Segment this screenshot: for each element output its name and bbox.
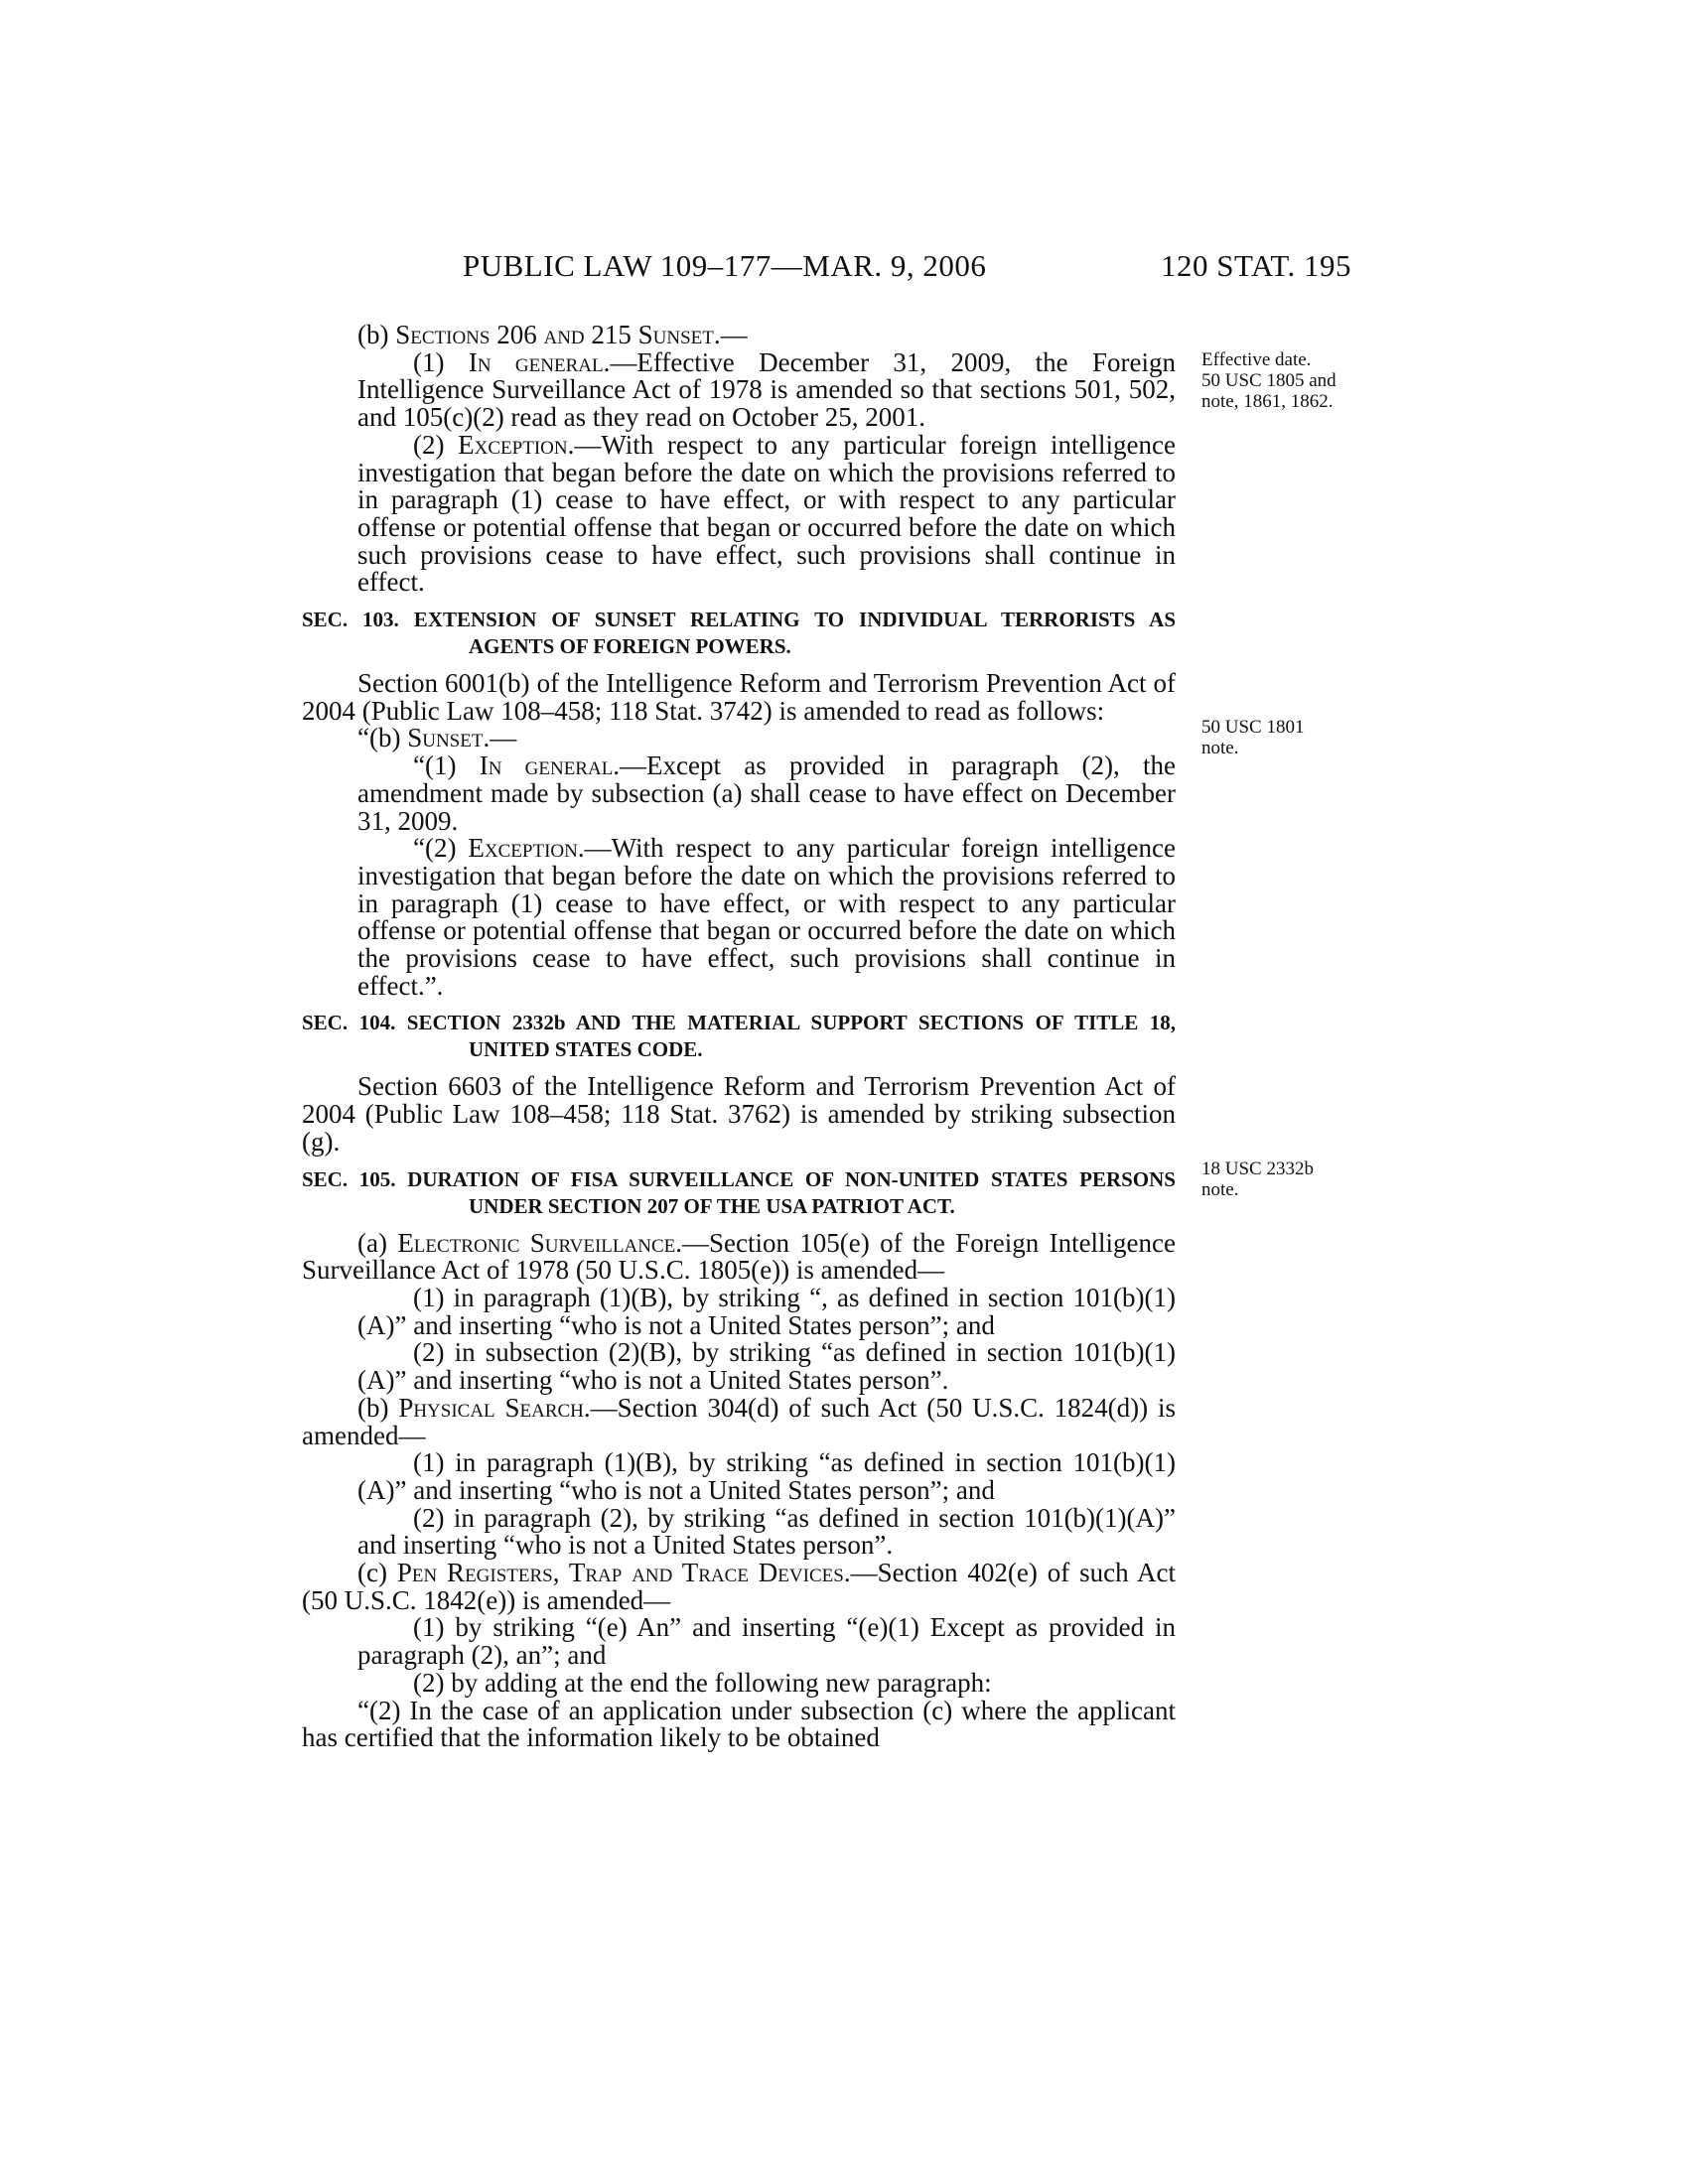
subsection-c-paragraph-1: (1) by striking “(e) An” and inserting “(e)(1) Except as provided in paragraph (2), an”; and bbox=[357, 1612, 1176, 1671]
section-103-intro: Section 6001(b) of the Intelligence Reform and Terrorism Prevention Act of 2004 (Public Law 108–458; 118 Stat. 3742) is amended to read as follows: bbox=[302, 668, 1176, 726]
margin-note-18-usc-2332b bbox=[1201, 1159, 1314, 1200]
subsection-b-physical-search: (b) Physical Search.—Section 304(d) of such Act (50 U.S.C. 1824(d)) is amended— bbox=[302, 1392, 1176, 1450]
margin-note-line: 18 USC 2332b bbox=[1201, 1159, 1314, 1179]
margin-note-50-usc-1801 bbox=[1201, 717, 1304, 758]
section-105-heading: SEC. 105. DURATION OF FISA SURVEILLANCE OF NON-UNITED STATES PERSONS UNDER SECTION 207 OF THE USA PATRIOT ACT. bbox=[302, 1166, 1176, 1218]
subsection-b-paragraph-2: (2) in paragraph (2), by striking “as defined in section 101(b)(1)(A)” and inserting “who is not a United States person”. bbox=[357, 1502, 1176, 1561]
section-103-heading: SEC. 103. EXTENSION OF SUNSET RELATING TO INDIVIDUAL TERRORISTS AS AGENTS OF FOREIGN POWERS. bbox=[302, 608, 1176, 659]
margin-note-effective-date bbox=[1201, 349, 1336, 412]
margin-note-line: Effective date. bbox=[1201, 349, 1312, 370]
margin-note-line: note. bbox=[1201, 1179, 1239, 1200]
section-104-text: Section 6603 of the Intelligence Reform and Terrorism Prevention Act of 2004 (Public Law 108–458; 118 Stat. 3762) is amended by striking subsection (g). bbox=[302, 1071, 1176, 1157]
subsection-b-paragraph-1: (1) in paragraph (1)(B), by striking “as defined in section 101(b)(1)(A)” and inserting “who is not a United States person”; and bbox=[357, 1447, 1176, 1505]
subsection-c-paragraph-2: (2) by adding at the end the following new paragraph: bbox=[413, 1667, 992, 1698]
margin-note-line: 50 USC 1805 and bbox=[1201, 370, 1336, 391]
quoted-paragraph-1: “(1) In general.—Except as provided in paragraph (2), the amendment made by subsection (a) shall cease to have effect on December 31, 2009. bbox=[357, 751, 1176, 836]
margin-note-line: 50 USC 1801 bbox=[1201, 717, 1305, 738]
subsection-a-electronic-surveillance: (a) Electronic Surveillance.—Section 105(e) of the Foreign Intelligence Surveillance Act of 1978 (50 U.S.C. 1805(e)) is amended— bbox=[302, 1227, 1177, 1286]
paragraph-1-in-general: (1) In general.—Effective December 31, 2009, the Foreign Intelligence Surveillance Act of 1978 is amended so that sections 501, 502, and 105(c)(2) read as they read on October 25, 2001. bbox=[357, 346, 1176, 433]
subsection-a-paragraph-1: (1) in paragraph (1)(B), by striking “, as defined in section 101(b)(1)(A)” and inserting “who is not a United States person”; and bbox=[357, 1282, 1176, 1340]
paragraph-2-exception: (2) Exception.—With respect to any particular foreign intelligence investigation that began before the date on which the provisions referred to in paragraph (1) cease to have effect, or with respect to any particular offense or potential offense that began or occurred before the date on which such provisions cease to have effect, such provisions shall continue in effect. bbox=[357, 429, 1176, 598]
subsection-b-heading: (b) Sections 206 and 215 Sunset.— bbox=[357, 320, 748, 349]
margin-note-line: note, 1861, 1862. bbox=[1201, 391, 1334, 412]
quoted-paragraph-2: “(2) Exception.—With respect to any particular foreign intelligence investigation that began before the date on which the provisions referred to in paragraph (1) cease to have effect, or with respect to any particular offense or potential offense that began or occurred before the date on which the provisions cease to have effect, such provisions shall continue in effect.”. bbox=[357, 833, 1176, 1001]
quoted-new-paragraph-2: “(2) In the case of an application under subsection (c) where the applicant has certified that the information likely to be obtained bbox=[302, 1695, 1176, 1753]
subsection-c-pen-registers: (c) Pen Registers, Trap and Trace Devices.—Section 402(e) of such Act (50 U.S.C. 1842(e)) is amended— bbox=[302, 1558, 1176, 1615]
subsection-a-paragraph-2: (2) in subsection (2)(B), by striking “as defined in section 101(b)(1)(A)” and inserting “who is not a United States person”. bbox=[357, 1337, 1176, 1396]
quoted-subsection-b-heading: “(b) Sunset.— bbox=[357, 723, 517, 753]
running-header-left: PUBLIC LAW 109–177—MAR. 9, 2006 bbox=[463, 248, 987, 283]
body-text-column bbox=[302, 322, 1176, 1752]
page-number: 120 STAT. 195 bbox=[1161, 248, 1352, 283]
margin-note-line: note. bbox=[1201, 738, 1239, 758]
section-104-heading: SEC. 104. SECTION 2332b AND THE MATERIAL SUPPORT SECTIONS OF TITLE 18, UNITED STATES CODE. bbox=[302, 1011, 1176, 1062]
